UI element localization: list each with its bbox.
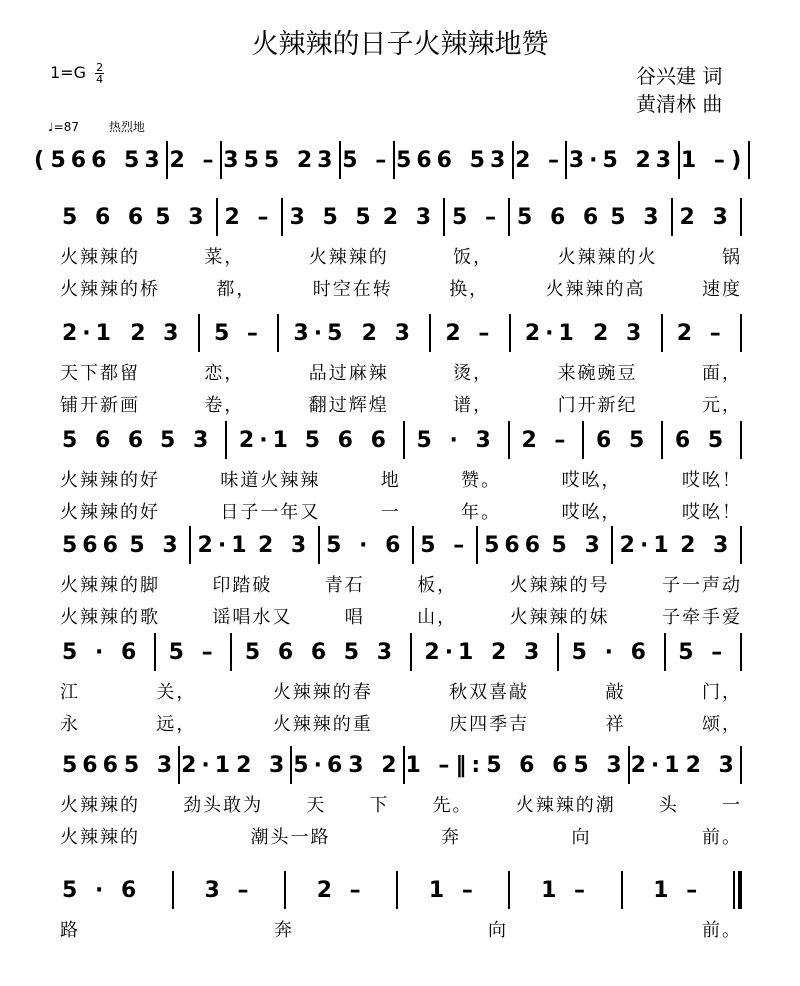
lyric-segment: 板， (417, 575, 458, 596)
notation-row (62, 745, 742, 785)
note-group: 566 (484, 532, 546, 558)
barline (508, 198, 510, 236)
time-signature-bottom: 4 (96, 73, 104, 86)
lyric-segment: 秋双喜敲 (449, 682, 530, 703)
lyric-line-2 (60, 823, 742, 849)
lyric-segment: 火辣辣的妹 (509, 607, 610, 628)
lyric-segment: 火辣辣的 (60, 247, 140, 268)
note-group: 3·5 (293, 320, 348, 346)
composer-credit: 黄清林 曲 (636, 92, 723, 116)
lyric-segment: 印踏破 (212, 575, 273, 596)
lyric-line-1 (60, 791, 742, 817)
barline (403, 421, 405, 459)
lyric-segment: 都， (216, 279, 257, 300)
barline (508, 871, 510, 909)
note-group: 3 – (204, 877, 254, 903)
lyric-segment: 火辣辣的高 (545, 279, 646, 300)
lyric-line-1 (60, 916, 742, 942)
note-group: 2 – (445, 320, 495, 346)
lyric-segment: 来碗豌豆 (557, 363, 638, 384)
note-group: 5 6 6 (304, 427, 391, 453)
note-group: 5 · 6 (571, 639, 651, 665)
time-signature (95, 62, 104, 85)
barline (198, 314, 200, 352)
lyric-segment: 唱 (344, 607, 365, 628)
lyric-segment: 祥 (605, 714, 626, 735)
lyric-segment: 头 (658, 795, 679, 816)
lyric-segment: 年。 (461, 502, 502, 523)
note-group: 6 5 (596, 427, 650, 453)
final-barline (733, 871, 742, 909)
barline (216, 198, 218, 236)
barline (412, 526, 414, 564)
lyric-segment: 锅 (721, 247, 742, 268)
lyric-segment: 日子一年又 (220, 502, 321, 523)
note-group: 2 3 (685, 752, 739, 778)
lyric-line-2 (60, 603, 742, 629)
song-title: 火辣辣的日子火辣辣地赞 (251, 29, 549, 60)
note-group: 5 – (342, 147, 392, 173)
note-group: 6 5 (674, 427, 729, 453)
lyric-segment: 一 (721, 795, 742, 816)
tempo-marking (48, 118, 145, 135)
lyric-segment: 奔 (441, 827, 461, 848)
lyric-segment: 火辣辣的 (60, 795, 140, 816)
barline (166, 141, 168, 179)
lyric-segment: 天下都留 (60, 363, 140, 384)
lyric-segment: 哎吆！ (681, 502, 742, 523)
lyric-segment: 铺开新画 (60, 395, 140, 416)
barline (178, 746, 180, 784)
lyric-segment: 江 (60, 682, 80, 703)
note-group: 2 3 (680, 532, 734, 558)
notation-row (34, 140, 750, 180)
note-group: 2·1 (524, 320, 579, 346)
barline (512, 141, 514, 179)
note-group: 2·1 (181, 752, 236, 778)
barline (621, 871, 623, 909)
lyric-segment: 火辣辣的号 (509, 575, 610, 596)
note-group: 5 · 6 (62, 877, 142, 903)
lyric-segment: 子一声动 (661, 575, 742, 596)
lyric-segment: 下 (369, 795, 390, 816)
note-group: 1 – (405, 752, 455, 778)
lyric-line-2 (60, 710, 742, 736)
note-group: 5 6 6 (244, 639, 332, 665)
lyric-segment: 向 (571, 827, 592, 848)
note-group: 2 3 (679, 204, 733, 230)
note-group: 2 3 (491, 639, 545, 665)
lyric-segment: 品过麻辣 (308, 363, 389, 384)
note-group: 5 3 (160, 427, 214, 453)
lyric-line-1 (60, 243, 742, 269)
barline (509, 314, 511, 352)
notation-row (62, 632, 742, 672)
lyric-segment: 速度 (701, 279, 742, 300)
barline (671, 198, 673, 236)
note-group: 2·1 (238, 427, 293, 453)
barline (476, 526, 478, 564)
notation-row (62, 420, 742, 460)
barline (740, 633, 742, 671)
lyric-segment: 门开新纪 (557, 395, 638, 416)
lyric-segment: 火辣辣的春 (272, 682, 373, 703)
notation-row (62, 313, 742, 353)
lyric-segment: 山， (417, 607, 458, 628)
barline (318, 526, 320, 564)
note-group: 5 3 (573, 752, 627, 778)
barline (611, 526, 613, 564)
lyric-segment: 青石 (324, 575, 365, 596)
expression-marking: 热烈地 (108, 120, 145, 134)
lyric-segment: 恋， (204, 363, 245, 384)
note-group: ‖: (455, 752, 486, 778)
note-group: 2·1 (630, 752, 685, 778)
note-group: 2·1 (424, 639, 479, 665)
lyric-segment: 时空在转 (312, 279, 393, 300)
lyric-segment: 换， (449, 279, 490, 300)
lyricist-credit: 谷兴建 词 (636, 64, 723, 88)
barline (189, 526, 191, 564)
note-group: 1 – (428, 877, 478, 903)
note-group: 5 3 (343, 639, 398, 665)
lyric-segment: 面， (701, 363, 742, 384)
barline (740, 526, 742, 564)
note-group: 5 3 (129, 532, 183, 558)
lyric-segment: 天 (306, 795, 327, 816)
lyric-segment: 菜， (204, 247, 245, 268)
note-group: 566 53 (50, 147, 165, 173)
lyric-segment: 火辣辣的火 (557, 247, 658, 268)
tempo-value: ♩=87 (48, 120, 79, 134)
barline (740, 746, 742, 784)
note-group: 5 · 3 (416, 427, 496, 453)
lyric-segment: 永 (60, 714, 80, 735)
barline (678, 141, 680, 179)
note-group: 566 53 (396, 147, 511, 173)
barline (225, 421, 227, 459)
note-group: 5 · 6 (326, 532, 406, 558)
lyric-segment: 火辣辣的 (60, 827, 140, 848)
barline (661, 314, 663, 352)
note-group: 5 6 6 (62, 204, 149, 230)
note-group: 2 – (169, 147, 219, 173)
barline (339, 141, 341, 179)
note-group: 2·1 (197, 532, 252, 558)
lyric-line-1 (60, 571, 742, 597)
note-group: 2 3 (257, 532, 312, 558)
lyric-segment: 火辣辣的好 (60, 502, 160, 523)
note-group: 2 3 (130, 320, 184, 346)
barline (557, 633, 559, 671)
note-group: 1 – (653, 877, 703, 903)
lyric-line-1 (60, 466, 742, 492)
lyric-line-2 (60, 498, 742, 524)
notation-row (62, 525, 742, 565)
lyric-segment: 饭， (453, 247, 494, 268)
note-group: 5 – (168, 639, 218, 665)
note-group: 5 – (678, 639, 728, 665)
lyric-segment: 前。 (702, 827, 742, 848)
lyric-segment: 卷， (204, 395, 245, 416)
lyric-segment: 赞。 (461, 470, 502, 491)
note-group: 5 – (420, 532, 470, 558)
barline (508, 421, 510, 459)
note-group: 3·5 23 (568, 147, 677, 173)
barline (277, 314, 279, 352)
lyric-segment: 元， (701, 395, 742, 416)
lyric-line-1 (60, 359, 742, 385)
barline (443, 198, 445, 236)
lyric-line-2 (60, 275, 742, 301)
barline (290, 746, 292, 784)
barline (748, 141, 750, 179)
barline (284, 871, 286, 909)
lyric-segment: 哎吆， (561, 502, 622, 523)
lyric-segment: 火辣辣的潮 (515, 795, 616, 816)
note-group: 2 3 (361, 320, 415, 346)
repeat-parenthesis: ) (731, 147, 747, 173)
lyric-segment: 翻过辉煌 (308, 395, 389, 416)
note-group: 5 · 6 (62, 639, 142, 665)
lyric-segment: 烫， (453, 363, 494, 384)
note-group: 5 6 6 (517, 204, 604, 230)
barline (220, 141, 222, 179)
note-group: 5 3 (551, 532, 605, 558)
lyric-segment: 地 (380, 470, 401, 491)
note-group: 5·6 (293, 752, 348, 778)
lyric-segment: 奔 (274, 920, 294, 941)
barline (565, 141, 567, 179)
note-group: 3 5 5 (289, 204, 376, 230)
note-group: 2·1 (62, 320, 116, 346)
lyric-segment: 火辣辣的歌 (60, 607, 160, 628)
note-group: 2 – (676, 320, 726, 346)
note-group: 5 – (452, 204, 501, 230)
lyric-segment: 前。 (702, 920, 742, 941)
barline (172, 871, 174, 909)
note-group: 1 – (541, 877, 591, 903)
barline (664, 633, 666, 671)
repeat-parenthesis: ( (34, 147, 50, 173)
lyric-segment: 门， (701, 682, 742, 703)
lyric-segment: 敲 (605, 682, 626, 703)
lyric-segment: 谣唱水又 (212, 607, 293, 628)
lyric-segment: 火辣辣的好 (60, 470, 160, 491)
barline (393, 141, 395, 179)
lyric-segment: 向 (488, 920, 508, 941)
lyric-segment: 先。 (432, 795, 473, 816)
barline (582, 421, 584, 459)
lyric-segment: 远， (156, 714, 197, 735)
note-group: 5 3 (123, 752, 178, 778)
note-group: 5 6 6 (62, 427, 149, 453)
lyric-segment: 谱， (453, 395, 494, 416)
lyric-segment: 子牵手爱 (661, 607, 742, 628)
note-group: 2·1 (619, 532, 674, 558)
lyric-segment: 火辣辣的 (308, 247, 389, 268)
lyric-segment: 火辣辣的脚 (60, 575, 160, 596)
key-label: 1=G (50, 63, 86, 82)
time-signature-top: 2 (96, 61, 104, 74)
note-group: 566 (62, 752, 123, 778)
note-group: 5 3 (155, 204, 209, 230)
barline (230, 633, 232, 671)
lyric-segment: 一 (380, 502, 401, 523)
note-group: 2 3 (382, 204, 437, 230)
barline (403, 746, 405, 784)
note-group: 2 – (316, 877, 366, 903)
lyric-segment: 庆四季吉 (449, 714, 530, 735)
note-group: 2 3 (236, 752, 290, 778)
note-group: 2 3 (593, 320, 647, 346)
barline (628, 746, 630, 784)
note-group: 2 – (224, 204, 274, 230)
barline (740, 421, 742, 459)
lyric-segment: 味道火辣辣 (220, 470, 321, 491)
note-group: 5 6 6 (486, 752, 573, 778)
lyric-line-1 (60, 678, 742, 704)
note-group: 2 – (515, 147, 565, 173)
barline (154, 633, 156, 671)
note-group: 2 – (521, 427, 571, 453)
lyric-segment: 哎吆， (561, 470, 622, 491)
notation-row (62, 197, 742, 237)
key-signature (50, 62, 104, 85)
barline (396, 871, 398, 909)
lyric-segment: 哎吆！ (681, 470, 742, 491)
barline (740, 314, 742, 352)
lyric-segment: 潮头一路 (250, 827, 331, 848)
notation-row (62, 870, 742, 910)
lyric-segment: 颂， (701, 714, 742, 735)
barline (429, 314, 431, 352)
lyric-line-2 (60, 391, 742, 417)
note-group: 5 – (213, 320, 263, 346)
note-group: 3 2 (348, 752, 402, 778)
barline (281, 198, 283, 236)
barline (410, 633, 412, 671)
lyric-segment: 火辣辣的桥 (60, 279, 160, 300)
lyric-segment: 路 (60, 920, 80, 941)
barline (661, 421, 663, 459)
lyric-segment: 火辣辣的重 (272, 714, 373, 735)
lyric-segment: 关， (156, 682, 197, 703)
lyric-segment: 劲头敢为 (183, 795, 264, 816)
note-group: 5 3 (610, 204, 664, 230)
barline (740, 198, 742, 236)
note-group: 566 (62, 532, 123, 558)
note-group: 355 23 (223, 147, 338, 173)
note-group: 1 – (680, 147, 730, 173)
